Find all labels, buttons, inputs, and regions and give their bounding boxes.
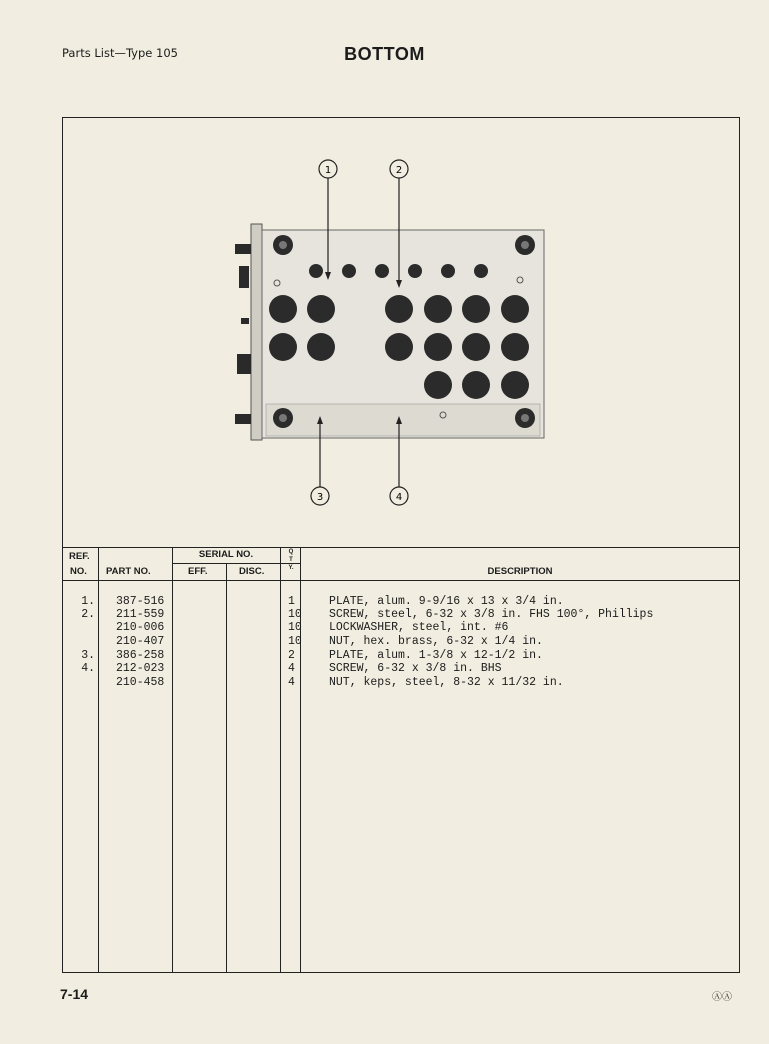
page-frame	[62, 117, 740, 973]
page-title: BOTTOM	[344, 44, 425, 64]
callout-1	[319, 160, 337, 178]
col-divider-ref	[98, 547, 99, 972]
header-left: Parts List—Type 105	[62, 46, 178, 60]
header-part-no: PART NO.	[106, 566, 151, 577]
part-no: 211-559	[116, 608, 165, 621]
part-no: 212-023	[116, 662, 165, 675]
header-description: DESCRIPTION	[487, 566, 553, 577]
qty: 10	[288, 635, 302, 648]
callout-4	[390, 487, 408, 505]
ref-no: 1.	[81, 595, 95, 608]
description: LOCKWASHER, steel, int. #6	[329, 621, 509, 634]
description: NUT, keps, steel, 8-32 x 11/32 in.	[329, 676, 564, 689]
description: PLATE, alum. 9-9/16 x 13 x 3/4 in.	[329, 595, 564, 608]
description: PLATE, alum. 1-3/8 x 12-1/2 in.	[329, 649, 543, 662]
ref-no: 4.	[81, 662, 95, 675]
chassis-illustration	[63, 118, 740, 548]
header-qty: Q T Y.	[288, 549, 294, 571]
part-no: 210-458	[116, 676, 165, 689]
part-no: 210-407	[116, 635, 165, 648]
page-number: 7-14	[60, 986, 89, 1002]
callout-3-label: 3	[316, 492, 324, 503]
qty: 4	[288, 662, 295, 675]
header-ref-no: NO.	[70, 566, 87, 577]
callout-3	[311, 487, 329, 505]
header-ref: REF.	[69, 551, 90, 562]
callout-4-label: 4	[395, 492, 403, 503]
qty: 4	[288, 676, 295, 689]
col-divider-part	[172, 547, 173, 972]
callout-1-label: 1	[324, 165, 332, 176]
qty: 1	[288, 595, 295, 608]
description: SCREW, 6-32 x 3/8 in. BHS	[329, 662, 502, 675]
col-divider-eff	[226, 563, 227, 972]
description: SCREW, steel, 6-32 x 3/8 in. FHS 100°, Phillips	[329, 608, 654, 621]
callout-2	[390, 160, 408, 178]
part-no: 386-258	[116, 649, 165, 662]
col-divider-disc	[280, 547, 281, 972]
bottom-view-figure	[63, 118, 740, 548]
part-no: 387-516	[116, 595, 165, 608]
publisher-mark: ⒶⒶ	[712, 992, 732, 1003]
header-disc: DISC.	[239, 566, 265, 577]
description: NUT, hex. brass, 6-32 x 1/4 in.	[329, 635, 543, 648]
header-eff: EFF.	[188, 566, 208, 577]
ref-no: 2.	[81, 608, 95, 621]
qty: 2	[288, 649, 295, 662]
header-serial-no: SERIAL NO.	[198, 549, 254, 560]
part-no: 210-006	[116, 621, 165, 634]
qty: 10	[288, 608, 302, 621]
callout-2-label: 2	[395, 165, 403, 176]
qty: 10	[288, 621, 302, 634]
ref-no: 3.	[81, 649, 95, 662]
